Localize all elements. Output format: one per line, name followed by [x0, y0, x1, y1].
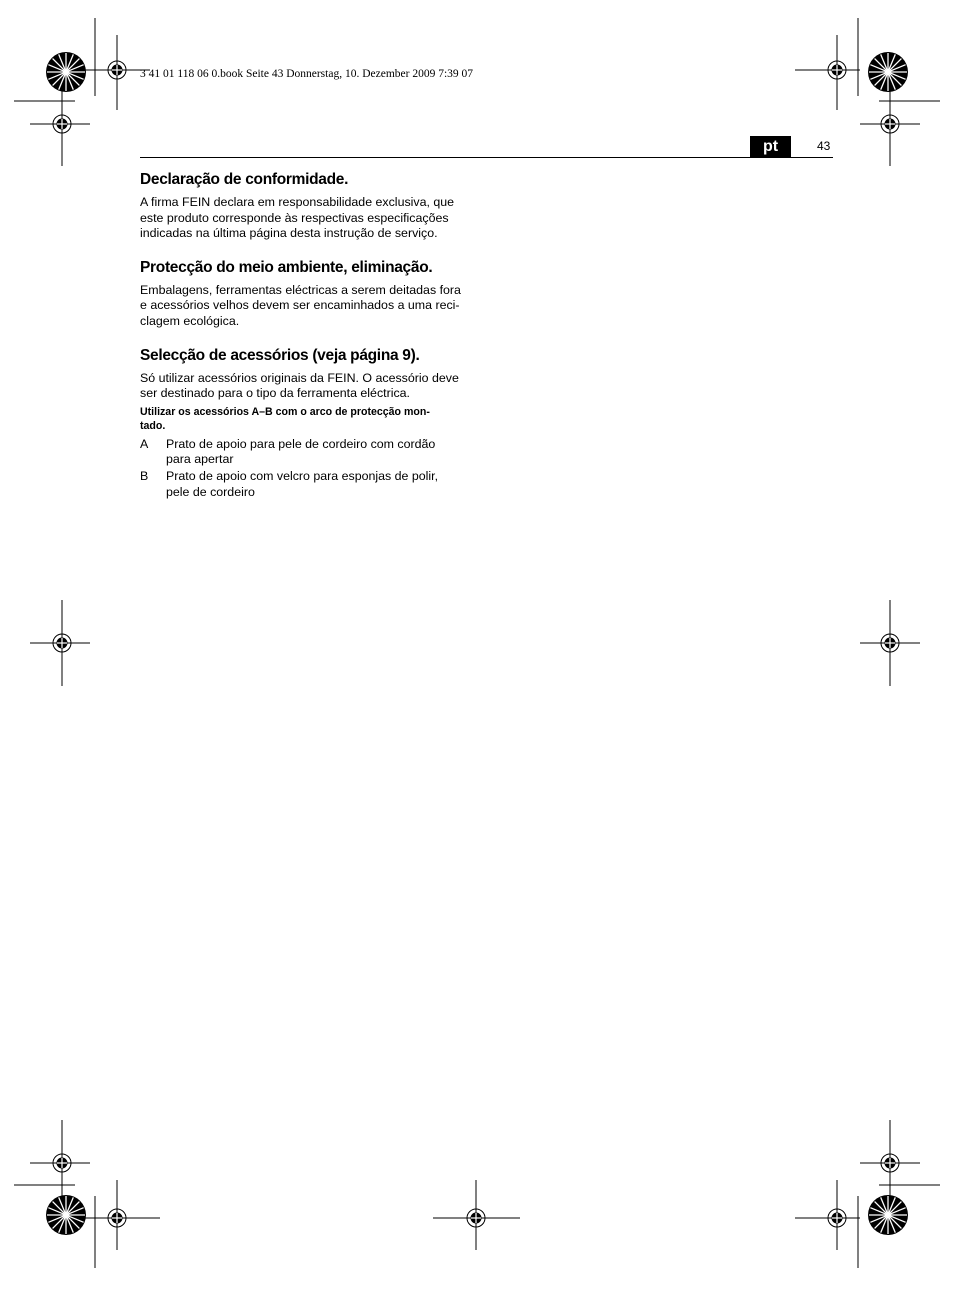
print-slug: 3 41 01 118 06 0.book Seite 43 Donnerstag, 10. Dezember 2009 7:39 07 — [140, 68, 474, 80]
item-letter: B — [140, 468, 149, 483]
item-text — [166, 437, 480, 468]
text-line: pele de cordeiro — [166, 484, 255, 499]
list-item — [140, 437, 480, 468]
environment-heading: Protecção do meio ambiente, eliminação. — [140, 258, 433, 276]
text-line: ser destinado para o tipo da ferramenta eléctrica. — [140, 386, 410, 401]
starburst-icon — [46, 1195, 86, 1235]
registration-target-icon — [103, 56, 131, 84]
language-badge: pt — [750, 136, 791, 157]
text-line: Só utilizar acessórios originais da FEIN. O acessório deve — [140, 370, 459, 385]
environment-paragraph — [140, 283, 480, 330]
text-line: Prato de apoio com velcro para esponjas de polir, — [166, 468, 439, 483]
item-letter: A — [140, 436, 149, 451]
registration-target-icon — [48, 1149, 76, 1177]
text-line: indicadas na última página desta instrução de serviço. — [140, 226, 438, 241]
conformity-heading: Declaração de conformidade. — [140, 171, 349, 188]
text-line: Embalagens, ferramentas eléctricas a serem deitadas fora — [140, 282, 461, 297]
starburst-icon — [868, 1195, 908, 1235]
text-line: e acessórios velhos devem ser encaminhados a uma reci- — [140, 298, 460, 313]
page-number: 43 — [817, 139, 831, 153]
registration-target-icon — [823, 56, 851, 84]
registration-target-icon — [876, 110, 904, 138]
text-line: Prato de apoio para pele de cordeiro com cordão — [166, 436, 436, 451]
text-line: este produto corresponde às respectivas especificações — [140, 210, 449, 225]
accessories-heading: Selecção de acessórios (veja página 9). — [140, 346, 420, 364]
starburst-icon — [868, 52, 908, 92]
text-line: para apertar — [166, 452, 234, 467]
registration-target-icon — [823, 1204, 851, 1232]
registration-target-icon — [876, 629, 904, 657]
registration-target-icon — [462, 1204, 490, 1232]
text-line: Utilizar os acessórios A–B com o arco de protecção mon- — [140, 405, 430, 418]
text-line: tado. — [140, 419, 166, 432]
main-content — [140, 170, 480, 501]
header-rule — [140, 157, 833, 158]
registration-target-icon — [876, 1149, 904, 1177]
accessories-note — [140, 405, 480, 433]
registration-target-icon — [48, 110, 76, 138]
registration-target-icon — [48, 629, 76, 657]
accessory-list — [140, 437, 480, 500]
text-line: clagem ecológica. — [140, 313, 240, 328]
item-text — [166, 469, 480, 500]
text-line: A firma FEIN declara em responsabilidade exclusiva, que — [140, 195, 455, 209]
conformity-paragraph — [140, 195, 480, 242]
accessories-paragraph — [140, 371, 480, 402]
registration-target-icon — [103, 1204, 131, 1232]
list-item — [140, 469, 480, 500]
starburst-icon — [46, 52, 86, 92]
